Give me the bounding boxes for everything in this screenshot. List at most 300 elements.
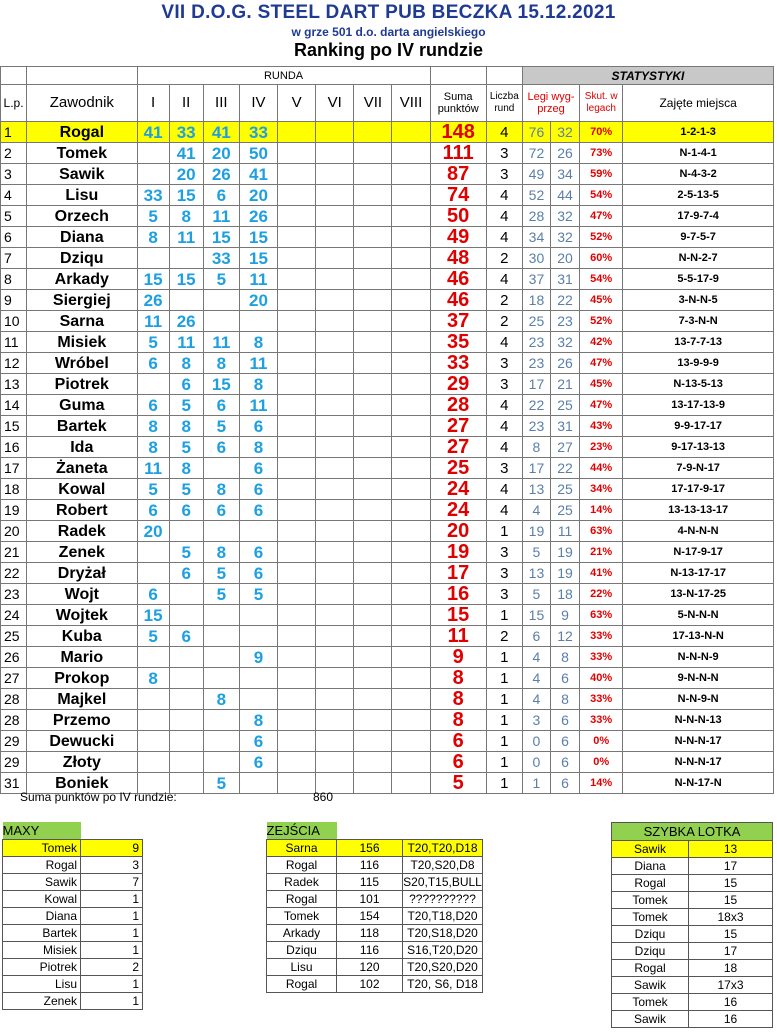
szybka-row	[612, 977, 773, 994]
round-points-2	[169, 647, 203, 668]
round-points-2: 11	[169, 227, 203, 248]
round-points-7	[354, 332, 392, 353]
round-points-3: 8	[203, 353, 239, 374]
legs-lost: 18	[551, 584, 580, 605]
total-points: 27	[430, 416, 486, 437]
round-header-3: III	[203, 85, 239, 122]
statystyki-header: STATYSTYKI	[522, 67, 773, 85]
legs-efficiency: 60%	[580, 248, 623, 269]
round-points-6	[316, 605, 354, 626]
rank-cell: 26	[1, 647, 27, 668]
table-row	[1, 185, 774, 206]
legs-lost: 31	[551, 269, 580, 290]
round-points-4: 9	[239, 647, 277, 668]
round-points-4: 8	[239, 374, 277, 395]
round-points-8	[392, 689, 430, 710]
round-points-8	[392, 668, 430, 689]
player-name: Wojt	[27, 584, 137, 605]
places-taken: N-N-N-17	[623, 752, 774, 773]
round-points-5	[278, 689, 316, 710]
zejscia-cell-1: Dziqu	[267, 942, 337, 959]
round-points-6	[316, 248, 354, 269]
rounds-count: 4	[486, 227, 522, 248]
rank-cell: 27	[1, 668, 27, 689]
round-points-8	[392, 752, 430, 773]
rounds-count: 2	[486, 248, 522, 269]
maxy-cell-1: Rogal	[3, 857, 81, 874]
legs-efficiency: 33%	[580, 710, 623, 731]
player-name: Dziqu	[27, 248, 137, 269]
player-name: Majkel	[27, 689, 137, 710]
summary-label: Suma punktów po IV rundzie:	[20, 790, 177, 804]
rank-cell: 15	[1, 416, 27, 437]
zejscia-cell-2: 115	[337, 874, 403, 891]
legs-efficiency: 47%	[580, 206, 623, 227]
round-points-3: 6	[203, 185, 239, 206]
table-row	[1, 248, 774, 269]
round-points-6	[316, 185, 354, 206]
round-points-3: 15	[203, 374, 239, 395]
maxy-cell-2: 1	[81, 993, 143, 1010]
round-points-2	[169, 584, 203, 605]
legs-efficiency: 42%	[580, 332, 623, 353]
legs-efficiency: 41%	[580, 563, 623, 584]
legs-lost: 25	[551, 500, 580, 521]
round-points-6	[316, 290, 354, 311]
total-points: 111	[430, 143, 486, 164]
player-name: Wojtek	[27, 605, 137, 626]
table-row	[1, 542, 774, 563]
player-name: Sawik	[27, 164, 137, 185]
maxy-cell-1: Lisu	[3, 976, 81, 993]
maxy-row	[3, 993, 143, 1010]
round-points-6	[316, 521, 354, 542]
rounds-count: 1	[486, 710, 522, 731]
legs-efficiency: 14%	[580, 773, 623, 794]
player-name: Boniek	[27, 773, 137, 794]
total-points: 24	[430, 479, 486, 500]
legs-lost: 32	[551, 332, 580, 353]
zejscia-cell-2: 156	[337, 840, 403, 857]
round-points-7	[354, 227, 392, 248]
rounds-count: 4	[486, 437, 522, 458]
total-points: 29	[430, 374, 486, 395]
total-points: 46	[430, 290, 486, 311]
round-points-6	[316, 500, 354, 521]
round-points-5	[278, 605, 316, 626]
player-name: Piotrek	[27, 374, 137, 395]
round-points-7	[354, 206, 392, 227]
page-subtitle: w grze 501 d.o. darta angielskiego	[291, 25, 486, 39]
round-points-7	[354, 437, 392, 458]
legs-efficiency: 22%	[580, 584, 623, 605]
legs-lost: 19	[551, 542, 580, 563]
round-points-1	[137, 689, 169, 710]
maxy-cell-1: Piotrek	[3, 959, 81, 976]
zejscia-cell-3: T20,S20,D8	[403, 857, 483, 874]
player-name: Zenek	[27, 542, 137, 563]
maxy-row	[3, 857, 143, 874]
szybka-row	[612, 909, 773, 926]
rounds-count: 3	[486, 458, 522, 479]
round-points-1: 8	[137, 668, 169, 689]
round-points-5	[278, 143, 316, 164]
table-row	[1, 647, 774, 668]
places-taken: 9-N-N-N	[623, 668, 774, 689]
player-name: Siergiej	[27, 290, 137, 311]
round-points-4	[239, 311, 277, 332]
round-points-8	[392, 500, 430, 521]
player-name: Guma	[27, 395, 137, 416]
table-row	[1, 395, 774, 416]
round-points-3	[203, 731, 239, 752]
round-points-2: 33	[169, 122, 203, 143]
round-points-8	[392, 563, 430, 584]
total-points: 20	[430, 521, 486, 542]
zejscia-cell-2: 154	[337, 908, 403, 925]
rounds-count: 4	[486, 206, 522, 227]
zajete-header: Zajęte miejsca	[623, 85, 774, 122]
places-taken: N-1-4-1	[623, 143, 774, 164]
legi-header: Legi wyg-przeg	[522, 85, 579, 122]
round-points-2: 5	[169, 437, 203, 458]
legs-won: 30	[522, 248, 550, 269]
round-points-5	[278, 752, 316, 773]
legs-efficiency: 45%	[580, 374, 623, 395]
round-points-4: 5	[239, 584, 277, 605]
table-row	[1, 332, 774, 353]
skut-header: Skut. w legach	[580, 85, 623, 122]
round-points-7	[354, 395, 392, 416]
round-points-7	[354, 500, 392, 521]
legs-efficiency: 59%	[580, 164, 623, 185]
legs-lost: 34	[551, 164, 580, 185]
player-name: Lisu	[27, 185, 137, 206]
table-row	[1, 416, 774, 437]
round-points-1: 15	[137, 269, 169, 290]
round-points-8	[392, 521, 430, 542]
zejscia-cell-3: S16,T20,D20	[403, 942, 483, 959]
rank-cell: 5	[1, 206, 27, 227]
round-points-4: 15	[239, 248, 277, 269]
round-points-5	[278, 773, 316, 794]
round-points-1	[137, 647, 169, 668]
zejscia-row	[267, 908, 483, 925]
round-points-6	[316, 563, 354, 584]
round-points-7	[354, 374, 392, 395]
legs-won: 13	[522, 479, 550, 500]
legs-efficiency: 70%	[580, 122, 623, 143]
zejscia-row	[267, 925, 483, 942]
legs-won: 4	[522, 500, 550, 521]
round-points-5	[278, 521, 316, 542]
legs-won: 4	[522, 647, 550, 668]
player-name: Orzech	[27, 206, 137, 227]
round-points-2: 6	[169, 563, 203, 584]
total-points: 49	[430, 227, 486, 248]
szybka-lotka-table	[611, 822, 773, 1028]
zejscia-table	[266, 822, 483, 993]
szybka-row	[612, 994, 773, 1011]
legs-won: 6	[522, 626, 550, 647]
maxy-row	[3, 840, 143, 857]
round-points-4: 33	[239, 122, 277, 143]
round-points-3: 8	[203, 542, 239, 563]
rank-cell: 16	[1, 437, 27, 458]
legs-won: 5	[522, 542, 550, 563]
round-points-7	[354, 290, 392, 311]
legs-won: 17	[522, 374, 550, 395]
maxy-row	[3, 908, 143, 925]
legs-lost: 8	[551, 647, 580, 668]
table-row	[1, 437, 774, 458]
round-points-3	[203, 647, 239, 668]
legs-lost: 25	[551, 479, 580, 500]
round-points-2	[169, 689, 203, 710]
round-points-2: 20	[169, 164, 203, 185]
rank-cell: 31	[1, 773, 27, 794]
round-points-2	[169, 731, 203, 752]
zejscia-cell-1: Arkady	[267, 925, 337, 942]
szybka-cell-1: Tomek	[612, 909, 689, 926]
rounds-count: 4	[486, 332, 522, 353]
places-taken: 13-13-13-17	[623, 500, 774, 521]
round-points-4: 26	[239, 206, 277, 227]
szybka-cell-2: 17	[689, 943, 773, 960]
total-points: 46	[430, 269, 486, 290]
round-points-5	[278, 437, 316, 458]
round-points-1: 20	[137, 521, 169, 542]
zejscia-row	[267, 976, 483, 993]
round-points-3: 11	[203, 206, 239, 227]
round-points-6	[316, 479, 354, 500]
round-points-6	[316, 458, 354, 479]
places-taken: 13-7-7-13	[623, 332, 774, 353]
szybka-cell-2: 13	[689, 841, 773, 858]
legs-won: 15	[522, 605, 550, 626]
szybka-row	[612, 926, 773, 943]
legs-won: 22	[522, 395, 550, 416]
szybka-cell-1: Sawik	[612, 1011, 689, 1028]
round-points-3: 5	[203, 269, 239, 290]
places-taken: 2-5-13-5	[623, 185, 774, 206]
round-points-8	[392, 626, 430, 647]
zejscia-row	[267, 857, 483, 874]
round-points-1: 8	[137, 416, 169, 437]
zejscia-cell-2: 116	[337, 857, 403, 874]
round-points-8	[392, 143, 430, 164]
table-row	[1, 458, 774, 479]
round-points-3: 15	[203, 227, 239, 248]
legs-lost: 44	[551, 185, 580, 206]
round-points-6	[316, 332, 354, 353]
player-name: Robert	[27, 500, 137, 521]
rank-cell: 14	[1, 395, 27, 416]
places-taken: 17-9-7-4	[623, 206, 774, 227]
round-points-6	[316, 584, 354, 605]
round-points-7	[354, 605, 392, 626]
total-points: 35	[430, 332, 486, 353]
legs-efficiency: 0%	[580, 731, 623, 752]
round-points-5	[278, 185, 316, 206]
szybka-cell-2: 16	[689, 1011, 773, 1028]
round-points-4: 6	[239, 542, 277, 563]
table-row	[1, 563, 774, 584]
places-taken: 3-N-N-5	[623, 290, 774, 311]
round-points-5	[278, 227, 316, 248]
round-points-1: 33	[137, 185, 169, 206]
rounds-count: 1	[486, 647, 522, 668]
round-points-3: 11	[203, 332, 239, 353]
player-name: Przemo	[27, 710, 137, 731]
round-header-2: II	[169, 85, 203, 122]
zejscia-row	[267, 959, 483, 976]
legs-lost: 6	[551, 668, 580, 689]
rank-cell: 6	[1, 227, 27, 248]
legs-won: 8	[522, 437, 550, 458]
rounds-count: 3	[486, 584, 522, 605]
zejscia-cell-3: ??????????	[403, 891, 483, 908]
total-points: 28	[430, 395, 486, 416]
places-taken: N-13-17-17	[623, 563, 774, 584]
round-points-2: 26	[169, 311, 203, 332]
round-points-2: 5	[169, 395, 203, 416]
legs-lost: 23	[551, 311, 580, 332]
rank-cell: 20	[1, 521, 27, 542]
round-points-8	[392, 248, 430, 269]
legs-won: 18	[522, 290, 550, 311]
rank-cell: 10	[1, 311, 27, 332]
round-points-1: 8	[137, 437, 169, 458]
legs-efficiency: 40%	[580, 668, 623, 689]
rounds-count: 3	[486, 143, 522, 164]
round-points-5	[278, 710, 316, 731]
round-points-7	[354, 563, 392, 584]
legs-won: 23	[522, 353, 550, 374]
table-row	[1, 500, 774, 521]
szybka-cell-1: Diana	[612, 858, 689, 875]
total-points: 8	[430, 689, 486, 710]
player-name: Kowal	[27, 479, 137, 500]
round-points-2: 41	[169, 143, 203, 164]
places-taken: 13-N-17-25	[623, 584, 774, 605]
round-points-8	[392, 122, 430, 143]
rounds-count: 1	[486, 689, 522, 710]
legs-lost: 22	[551, 458, 580, 479]
round-points-4: 41	[239, 164, 277, 185]
round-points-4: 6	[239, 479, 277, 500]
maxy-table	[2, 822, 143, 1010]
round-points-4: 11	[239, 269, 277, 290]
round-points-1: 8	[137, 227, 169, 248]
round-points-8	[392, 353, 430, 374]
round-points-7	[354, 458, 392, 479]
round-points-8	[392, 185, 430, 206]
round-points-4: 50	[239, 143, 277, 164]
round-points-3: 8	[203, 479, 239, 500]
szybka-cell-1: Dziqu	[612, 943, 689, 960]
places-taken: N-N-N-17	[623, 731, 774, 752]
table-row	[1, 311, 774, 332]
szybka-cell-1: Dziqu	[612, 926, 689, 943]
rounds-count: 4	[486, 269, 522, 290]
maxy-cell-2: 1	[81, 908, 143, 925]
round-points-4: 20	[239, 185, 277, 206]
maxy-row	[3, 942, 143, 959]
szybka-row	[612, 960, 773, 977]
table-row	[1, 374, 774, 395]
maxy-cell-1: Sawik	[3, 874, 81, 891]
round-points-7	[354, 647, 392, 668]
round-points-6	[316, 752, 354, 773]
round-points-5	[278, 542, 316, 563]
zejscia-row	[267, 942, 483, 959]
round-points-1	[137, 374, 169, 395]
szybka-row	[612, 1011, 773, 1028]
player-name: Złoty	[27, 752, 137, 773]
rounds-count: 2	[486, 290, 522, 311]
round-points-6	[316, 626, 354, 647]
round-points-7	[354, 752, 392, 773]
legs-efficiency: 63%	[580, 521, 623, 542]
rank-cell: 24	[1, 605, 27, 626]
round-header-7: VII	[354, 85, 392, 122]
maxy-title: MAXY	[3, 822, 81, 840]
round-points-7	[354, 248, 392, 269]
round-points-6	[316, 311, 354, 332]
szybka-cell-1: Sawik	[612, 841, 689, 858]
szybka-cell-1: Tomek	[612, 994, 689, 1011]
round-points-6	[316, 164, 354, 185]
rank-cell: 11	[1, 332, 27, 353]
szybka-cell-2: 18x3	[689, 909, 773, 926]
legs-efficiency: 33%	[580, 626, 623, 647]
legs-lost: 9	[551, 605, 580, 626]
zejscia-cell-2: 120	[337, 959, 403, 976]
rank-cell: 3	[1, 164, 27, 185]
legs-lost: 8	[551, 689, 580, 710]
table-row	[1, 143, 774, 164]
round-points-1: 11	[137, 311, 169, 332]
player-name: Ida	[27, 437, 137, 458]
round-points-4: 8	[239, 437, 277, 458]
rank-cell: 13	[1, 374, 27, 395]
player-name: Sarna	[27, 311, 137, 332]
round-points-7	[354, 185, 392, 206]
round-points-3: 6	[203, 500, 239, 521]
rounds-count: 3	[486, 542, 522, 563]
legs-efficiency: 34%	[580, 479, 623, 500]
maxy-row	[3, 891, 143, 908]
legs-lost: 6	[551, 710, 580, 731]
round-points-3: 41	[203, 122, 239, 143]
rounds-count: 1	[486, 773, 522, 794]
legs-efficiency: 54%	[580, 185, 623, 206]
round-points-6	[316, 122, 354, 143]
round-points-2: 8	[169, 458, 203, 479]
table-row	[1, 521, 774, 542]
total-points: 24	[430, 500, 486, 521]
rank-cell: 23	[1, 584, 27, 605]
round-points-8	[392, 374, 430, 395]
runda-header: RUNDA	[137, 67, 430, 85]
round-points-1: 11	[137, 458, 169, 479]
places-taken: 17-13-N-N	[623, 626, 774, 647]
rank-cell: 29	[1, 731, 27, 752]
round-points-4: 20	[239, 290, 277, 311]
rank-cell: 29	[1, 752, 27, 773]
table-row	[1, 626, 774, 647]
